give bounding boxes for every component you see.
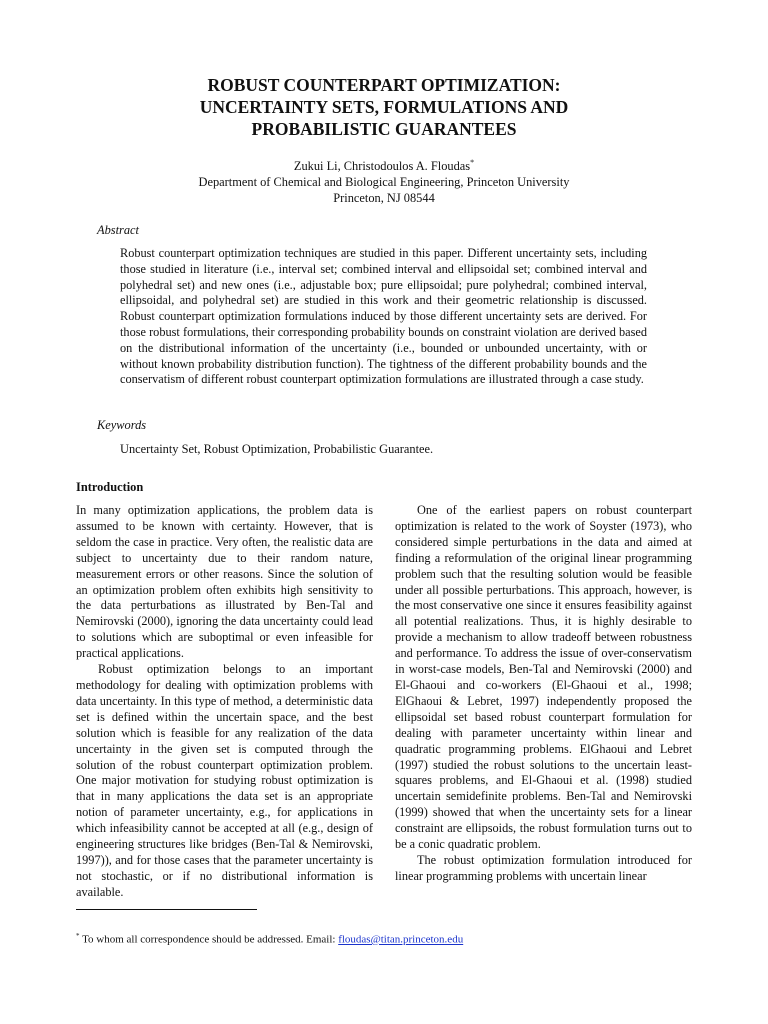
intro-left-paragraph-1: In many optimization applications, the problem data is assumed to be known with certainty. However, that is seldom the case in practice. Very often, the realistic data are subject to uncertainty due to their random nature, measurement errors or other reasons. Since the solution of an optimization problem often exhibits high sensitivity to the data perturbations as illustrated by Ben-Tal and Nemirovski (2000), ignoring the data uncertainty could lead to solutions which are suboptimal or even infeasible for practical applications.: [76, 503, 373, 661]
intro-left-paragraph-2: Robust optimization belongs to an important methodology for dealing with optimization problems with data uncertainty. In this type of method, a deterministic data set is defined within the uncertain space, and the best solution which is feasible for any realization of the data uncertainty in the given set is computed through the solution of the robust counterpart optimization problem. One major motivation for studying robust optimization is that in many applications the data set is an appropriate notion of parameter uncertainty, e.g., for applications in which infeasibility cannot be accepted at all (e.g., design of engineering structures like bridges (Ben-Tal & Nemirovski, 1997)), and for those cases that the parameter uncertainty is not stochastic, or if no distributional information is available.: [76, 662, 373, 899]
title-line-1: ROBUST COUNTERPART OPTIMIZATION:: [207, 75, 561, 95]
right-column: [395, 503, 692, 885]
author-names-text: Zukui Li, Christodoulos A. Floudas: [293, 159, 471, 174]
footnote: [76, 932, 463, 946]
title-line-2: UNCERTAINTY SETS, FORMULATIONS AND: [199, 97, 569, 117]
author-block: [0, 155, 768, 206]
intro-right-paragraph-1: One of the earliest papers on robust counterpart optimization is related to the work of Soyster (1973), who considered simple perturbations in the data and aimed at finding a reformulation of the original linear programming problem such that the resulting solution would be feasible under all possible perturbations. This approach, however, is the most conservative one since it ensures feasibility against all potential realizations. Thus, it is highly desirable to provide a mechanism to allow tradeoff between robustness and performance. To address the issue of over-conservatism in worst-case models, Ben-Tal and Nemirovski (2000) and El-Ghaoui and co-workers (El-Ghaoui et al., 1998; ElGhaoui & Lebret, 1997) independently proposed the ellipsoidal set based robust counterpart formulation for dealing with parameter uncertainty within linear and quadratic programming problems. ElGhaoui and Lebret (1997) studied the robust solutions to the uncertain least-squares problems, and El-Ghaoui et al. (1998) studied uncertain semidefinite problems. Ben-Tal and Nemirovski (1999) showed that when the uncertainty sets for a linear constraint are ellipsoids, the robust formulation turns out to be a conic quadratic problem.: [395, 503, 692, 852]
footnote-text: To whom all correspondence should be addressed. Email:: [82, 933, 339, 946]
author-location: Princeton, NJ 08544: [333, 191, 435, 206]
author-footnote-mark: *: [470, 158, 475, 167]
title-line-3: PROBABILISTIC GUARANTEES: [251, 119, 517, 139]
keywords-heading: Keywords: [97, 418, 147, 432]
keywords-text: Uncertainty Set, Robust Optimization, Probabilistic Guarantee.: [120, 442, 434, 456]
author-department: Department of Chemical and Biological Engineering, Princeton University: [198, 175, 570, 190]
footnote-mark: *: [76, 932, 80, 940]
left-column: [76, 503, 373, 901]
paper-title: [0, 74, 768, 140]
email-link[interactable]: floudas@titan.princeton.edu: [338, 933, 464, 946]
introduction-heading: Introduction: [76, 480, 144, 494]
abstract-heading: Abstract: [97, 223, 139, 237]
intro-right-paragraph-2: The robust optimization formulation introduced for linear programming problems with uncertain linear: [395, 852, 692, 883]
footnote-divider: [76, 909, 257, 910]
abstract-text: Robust counterpart optimization techniques are studied in this paper. Different uncertainty sets, including those studied in literature (i.e., interval set; combined interval and ellipsoidal set; combined interval and polyhedral set) and new ones (i.e., adjustable box; pure ellipsoidal; pure polyhedral; combined interval, ellipsoidal, and polyhedral set) are studied in this work and their geometric relationship is discussed. Robust counterpart optimization formulations induced by those different uncertainty sets are derived. For those robust formulations, their corresponding probability bounds on constraint violation are derived based on the distributional information of the uncertainty (i.e., bounded or unbounded uncertainty, with or without known probability distribution function). The tightness of the different probability bounds and the conservatism of different robust counterpart optimization formulations are illustrated through a case study.: [120, 246, 647, 387]
author-names: [0, 155, 768, 174]
